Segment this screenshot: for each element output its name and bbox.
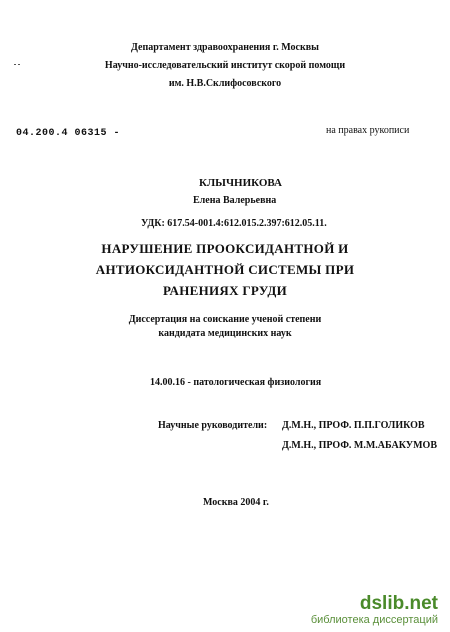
author-surname: КЛЫЧНИКОВА xyxy=(199,177,283,189)
header-department: Департамент здравоохранения г. Москвы xyxy=(131,42,319,53)
thesis-title-line-3: РАНЕНИЯХ ГРУДИ xyxy=(162,283,288,298)
supervisors-label: Научные руководители: xyxy=(158,420,268,431)
watermark-logo: dslib.net xyxy=(359,593,438,614)
thesis-title-line-1: НАРУШЕНИЕ ПРООКСИДАНТНОЙ И xyxy=(101,241,349,256)
watermark-subtitle: библиотека диссертаций xyxy=(310,614,438,626)
dissertation-degree: Диссертация на соискание ученой степени xyxy=(128,314,322,325)
registry-number: 04.200.4 06315 - xyxy=(16,128,121,139)
thesis-title-line-2: АНТИОКСИДАНТНОЙ СИСТЕМЫ ПРИ xyxy=(95,262,355,277)
author-name: Елена Валерьевна xyxy=(193,195,277,206)
manuscript-note: на правах рукописи xyxy=(326,125,410,136)
specialty-code: 14.00.16 - патологическая физиология xyxy=(150,377,322,388)
header-institute: Научно-исследовательский институт скорой помощи xyxy=(104,60,346,71)
udk-code: УДК: 617.54-001.4:612.015.2.397:612.05.11. xyxy=(141,218,327,229)
supervisor-first: Д.М.Н., ПРОФ. П.П.ГОЛИКОВ xyxy=(282,420,425,431)
dissertation-field: кандидата медицинских наук xyxy=(158,328,292,339)
place-year: Москва 2004 г. xyxy=(203,497,269,508)
watermark xyxy=(311,594,438,626)
supervisor-second: Д.М.Н., ПРОФ. М.М.АБАКУМОВ xyxy=(282,440,437,451)
header-institute-name: им. Н.В.Склифосовского xyxy=(168,78,282,89)
